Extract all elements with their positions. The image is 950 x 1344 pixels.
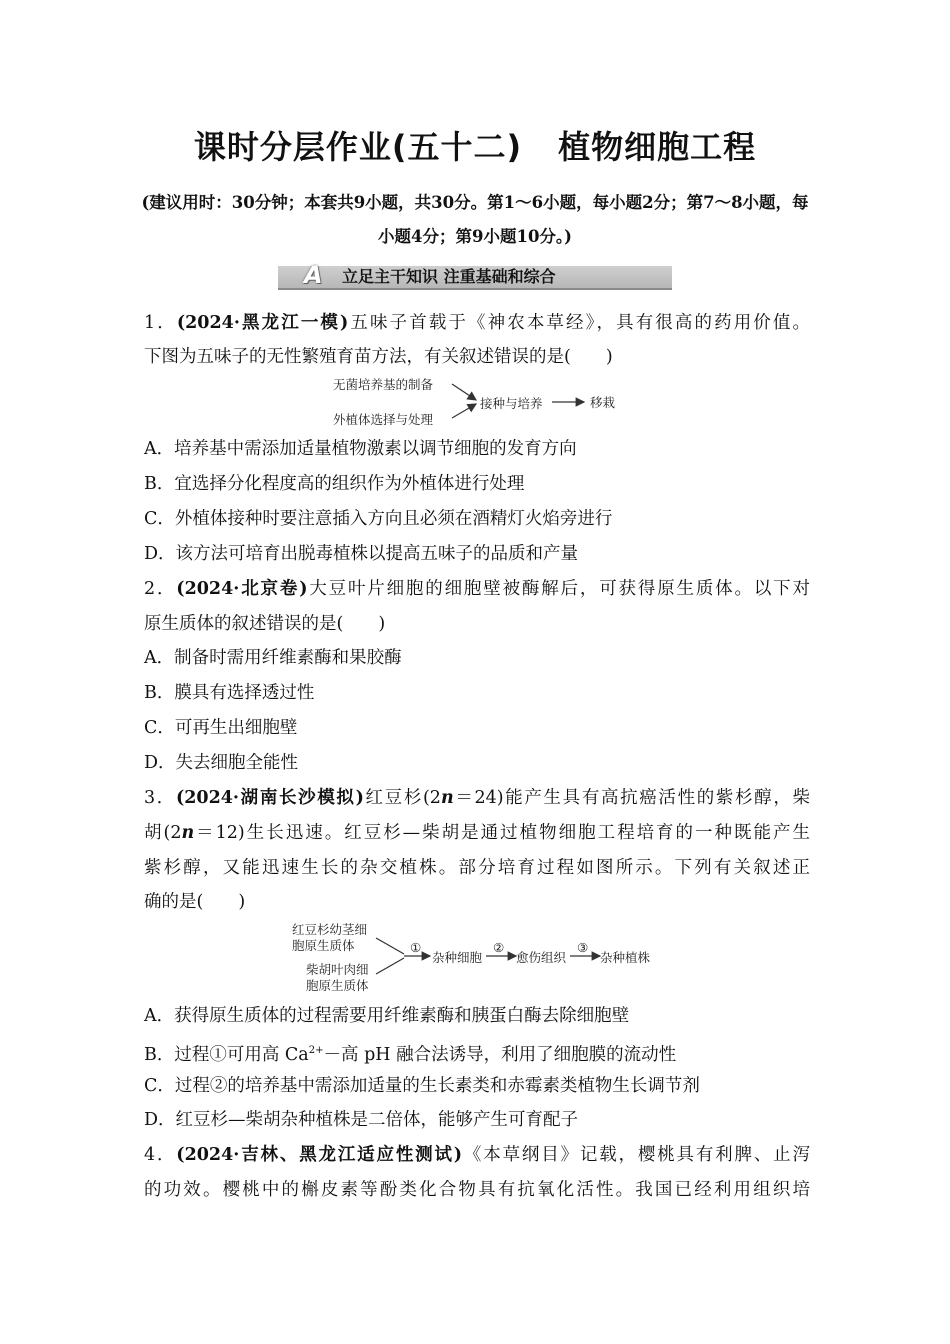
q3-option-c[interactable]: C．过程②的培养基中需添加适量的生长素类和赤霉素类植物生长调节剂	[144, 1076, 700, 1096]
section-letter-icon: A	[304, 261, 323, 289]
q3-node-bupleurum-line-1: 柴胡叶肉细	[306, 962, 369, 977]
q3-stem-line-3: 紫杉醇，又能迅速生长的杂交植株。部分培育过程如图所示。下列有关叙述正	[144, 858, 810, 878]
q1-option-a[interactable]: A．培养基中需添加适量植物激素以调节细胞的发育方向	[144, 439, 577, 459]
q1-stem-line-2: 下图为五味子的无性繁殖育苗方法，有关叙述错误的是( )	[144, 347, 613, 367]
q3-stem-line-4: 确的是( )	[144, 892, 246, 912]
q4-stem-line-1: 4．(2024·吉林、黑龙江适应性测试)《本草纲目》记载，樱桃具有利脾、止泻	[144, 1145, 810, 1165]
q3-stem-line-2: 胡(2n＝12)生长迅速。红豆杉—柴胡是通过植物细胞工程培育的一种既能产生	[144, 823, 810, 843]
q3-flow-diagram	[290, 918, 670, 994]
q2-option-b[interactable]: B．膜具有选择透过性	[144, 683, 315, 703]
q3-node-yew-line-1: 红豆杉幼茎细	[292, 922, 368, 937]
section-banner	[278, 262, 672, 290]
time-note: (建议用时：30分钟；本套共9小题，共30分。第1～6小题，每小题2分；第7～8小题，每小题4分；第9小题10分。)	[141, 193, 809, 246]
q3-stem-line-1: 3．(2024·湖南长沙模拟)红豆杉(2n＝24)能产生具有高抗癌活性的紫杉醇，柴	[144, 788, 810, 808]
title-topic: 植物细胞工程	[558, 128, 757, 166]
q4-stem-line-2: 的功效。樱桃中的槲皮素等酚类化合物具有抗氧化活性。我国已经利用组织培	[144, 1180, 810, 1200]
q2-option-c[interactable]: C．可再生出细胞壁	[144, 718, 298, 738]
q3-step-1-label: ①	[410, 940, 422, 955]
q2-option-d[interactable]: D．失去细胞全能性	[144, 753, 299, 773]
q3-node-yew-line-2: 胞原生质体	[292, 938, 355, 953]
q1-node-medium: 无菌培养基的制备	[333, 377, 434, 392]
q1-stem-line-1: 1．(2024·黑龙江一模)五味子首载于《神农本草经》，具有很高的药用价值。	[144, 313, 810, 333]
banner-text: 立足主干知识 注重基础和综合	[342, 267, 556, 286]
q3-step-3-label: ③	[577, 940, 589, 955]
q1-option-b[interactable]: B．宜选择分化程度高的组织作为外植体进行处理	[144, 474, 525, 494]
q1-node-culture: 接种与培养	[480, 396, 543, 411]
q1-flow-diagram	[330, 372, 630, 430]
page-title	[0, 122, 950, 168]
q2-stem-line-2: 原生质体的叙述错误的是( )	[144, 614, 386, 634]
q3-node-bupleurum-line-2: 胞原生质体	[306, 978, 369, 993]
q2-source: (2024·北京卷)	[176, 579, 308, 599]
q3-node-hybrid-cell: 杂种细胞	[432, 950, 483, 965]
q3-option-d[interactable]: D．红豆杉—柴胡杂种植株是二倍体，能够产生可育配子	[144, 1110, 579, 1130]
q3-node-callus: 愈伤组织	[516, 950, 567, 965]
q3-option-a[interactable]: A．获得原生质体的过程需要用纤维素酶和胰蛋白酶去除细胞壁	[144, 1006, 630, 1026]
q3-node-hybrid-plant: 杂种植株	[600, 950, 651, 965]
q1-node-explant: 外植体选择与处理	[333, 412, 434, 427]
q3-source: (2024·湖南长沙模拟)	[175, 788, 364, 808]
q1-option-d[interactable]: D．该方法可培育出脱毒植株以提高五味子的品质和产量	[144, 544, 579, 564]
q4-source: (2024·吉林、黑龙江适应性测试)	[176, 1145, 463, 1165]
q1-node-transplant: 移栽	[590, 395, 616, 410]
q3-option-b[interactable]: B．过程①可用高 $Ca^{2+}-$高 pH 融合法诱导，利用了细胞膜的流动性	[144, 1044, 677, 1065]
q1-option-c[interactable]: C．外植体接种时要注意插入方向且必须在酒精灯火焰旁进行	[144, 509, 613, 529]
q2-option-a[interactable]: A．制备时需用纤维素酶和果胶酶	[144, 648, 402, 668]
title-main: 课时分层作业(五十二)	[193, 128, 523, 166]
q2-stem-line-1: 2．(2024·北京卷)大豆叶片细胞的细胞壁被酶解后，可获得原生质体。以下对	[144, 579, 810, 599]
q1-source: (2024·黑龙江一模)	[176, 313, 349, 333]
q3-step-2-label: ②	[493, 940, 505, 955]
